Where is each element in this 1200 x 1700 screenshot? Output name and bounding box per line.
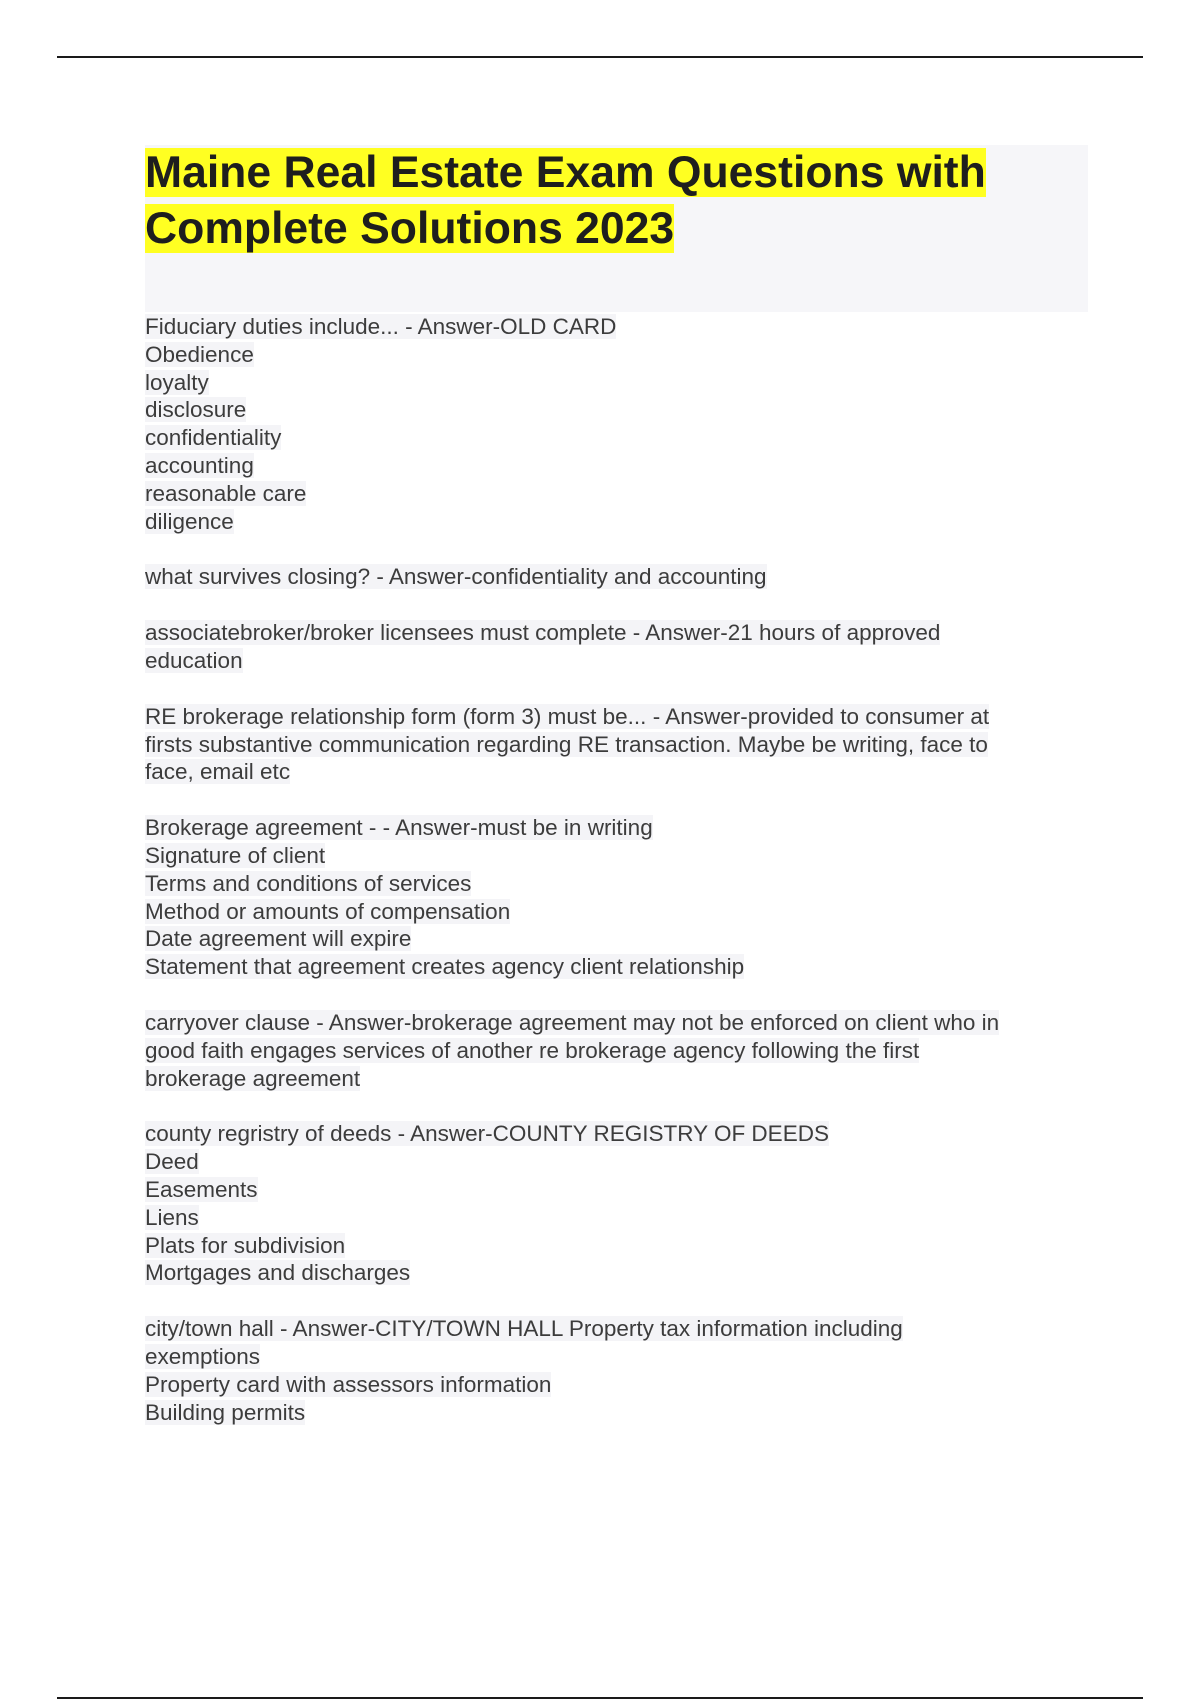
text-line: Method or amounts of compensation <box>145 898 511 924</box>
title-block <box>145 145 1088 312</box>
bottom-rule <box>57 1697 1143 1699</box>
text-line: confidentiality <box>145 425 282 451</box>
text-line: Statement that agreement creates agency client relationship <box>145 954 745 980</box>
text-line: Property card with assessors information <box>145 1371 552 1397</box>
text-line: Deed <box>145 1149 199 1175</box>
text-line: Building permits <box>145 1399 306 1425</box>
text-line: Date agreement will expire <box>145 926 412 952</box>
page-title <box>145 145 1088 257</box>
qa-section-brokerage-agreement <box>145 814 1095 981</box>
qa-section-relationship-form <box>145 703 1095 786</box>
text-line: city/town hall - Answer-CITY/TOWN HALL Property tax information including <box>145 1316 903 1342</box>
text-line: Mortgages and discharges <box>145 1260 411 1286</box>
text-line: what survives closing? - Answer-confidentiality and accounting <box>145 564 767 590</box>
qa-section-licensee-education <box>145 619 1095 675</box>
text-line: face, email etc <box>145 759 291 785</box>
text-line: reasonable care <box>145 480 307 506</box>
qa-section-city-town-hall <box>145 1315 1095 1426</box>
qa-section-survives-closing <box>145 563 1095 591</box>
text-line: Obedience <box>145 341 254 367</box>
qa-section-carryover-clause <box>145 1009 1095 1092</box>
text-line: diligence <box>145 508 234 534</box>
text-line: RE brokerage relationship form (form 3) must be... - Answer-provided to consumer at <box>145 703 990 729</box>
text-line: exemptions <box>145 1343 261 1369</box>
text-line: firsts substantive communication regarding RE transaction. Maybe be writing, face to <box>145 731 988 757</box>
text-line: education <box>145 647 243 673</box>
text-line: brokerage agreement <box>145 1065 361 1091</box>
title-line-2: Complete Solutions 2023 <box>145 204 675 253</box>
text-line: accounting <box>145 452 254 478</box>
top-rule <box>57 56 1143 58</box>
text-line: Easements <box>145 1176 258 1202</box>
qa-content <box>145 313 1095 1454</box>
text-line: Liens <box>145 1204 199 1230</box>
text-line: associatebroker/broker licensees must complete - Answer-21 hours of approved <box>145 620 941 646</box>
text-line: Terms and conditions of services <box>145 870 472 896</box>
text-line: good faith engages services of another re brokerage agency following the first <box>145 1037 920 1063</box>
text-line: carryover clause - Answer-brokerage agreement may not be enforced on client who in <box>145 1009 1000 1035</box>
text-line: disclosure <box>145 397 247 423</box>
qa-section-fiduciary-duties <box>145 313 1095 535</box>
qa-section-registry-of-deeds <box>145 1120 1095 1287</box>
text-line: loyalty <box>145 369 209 395</box>
text-line: Brokerage agreement - - Answer-must be in writing <box>145 815 653 841</box>
title-line-1: Maine Real Estate Exam Questions with <box>145 148 986 197</box>
text-line: Plats for subdivision <box>145 1232 346 1258</box>
text-line: Signature of client <box>145 842 326 868</box>
text-line: county regristry of deeds - Answer-COUNTY REGISTRY OF DEEDS <box>145 1121 829 1147</box>
text-line: Fiduciary duties include... - Answer-OLD CARD <box>145 314 617 339</box>
